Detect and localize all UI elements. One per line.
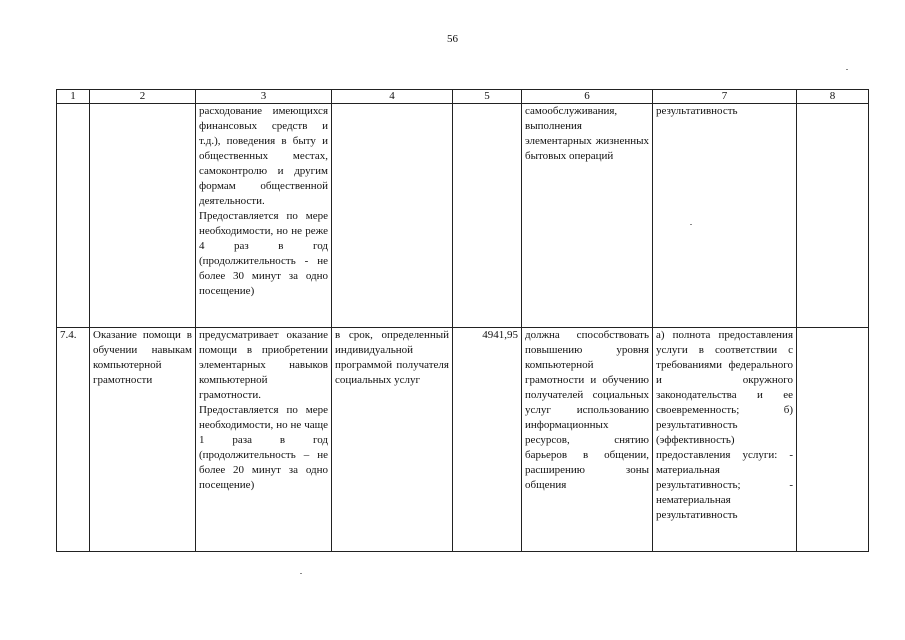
column-header: 1: [57, 90, 90, 104]
service-goal-cell: самообслуживания, выполнения элементарных жизненных бытовых операций: [522, 104, 653, 328]
service-description-cell: предусматривает оказание помощи в приобретении элементарных навыков компьютерной грамотности. Предоставляется по мере необходимости, но не чаще 1 раза в год (продолжительность – не более 20 минут за одно посещение): [196, 328, 332, 552]
services-table: [56, 89, 869, 552]
scan-speck: [300, 573, 302, 574]
service-description-cell: расходование имеющихся финансовых средств и т.д.), поведения в быту и общественных местах, самоконтролю и другим формам общественной деятельности. Предоставляется по мере необходимости, но не реже 4 раз в год (продолжительность - не более 30 минут за одно посещение): [196, 104, 332, 328]
scan-speck: [846, 69, 848, 70]
row-number-cell: 7.4.: [57, 328, 90, 552]
page-number: 56: [447, 33, 458, 45]
service-price-cell: [453, 104, 522, 328]
row-number-cell: [57, 104, 90, 328]
column-header: 6: [522, 90, 653, 104]
service-price-cell: 4941,95: [453, 328, 522, 552]
service-goal-cell: должна способствовать повышению уровня компьютерной грамотности и обучению получателей социальных услуг использованию информационных ресурсов, снятию барьеров в общении, расширению зоны общения: [522, 328, 653, 552]
service-evaluation-cell: а) полнота предоставления услуги в соответствии с требованиями федерального и окружного законодательства и ее своевременность; б) результативность (эффективность) предоставления услуги: - материальная результативность; - нематериальная результативность: [653, 328, 797, 552]
column-header: 3: [196, 90, 332, 104]
service-term-cell: [332, 104, 453, 328]
service-name-cell: Оказание помощи в обучении навыкам компьютерной грамотности: [90, 328, 196, 552]
column-header: 7: [653, 90, 797, 104]
table-header-row: [57, 90, 869, 104]
service-term-cell: в срок, определенный индивидуальной программой получателя социальных услуг: [332, 328, 453, 552]
column-header: 4: [332, 90, 453, 104]
service-evaluation-cell: результативность: [653, 104, 797, 328]
table-row: [57, 104, 869, 328]
scan-speck: [690, 224, 692, 225]
notes-cell: [797, 328, 869, 552]
column-header: 5: [453, 90, 522, 104]
table-row: [57, 328, 869, 552]
service-name-cell: [90, 104, 196, 328]
column-header: 2: [90, 90, 196, 104]
notes-cell: [797, 104, 869, 328]
column-header: 8: [797, 90, 869, 104]
